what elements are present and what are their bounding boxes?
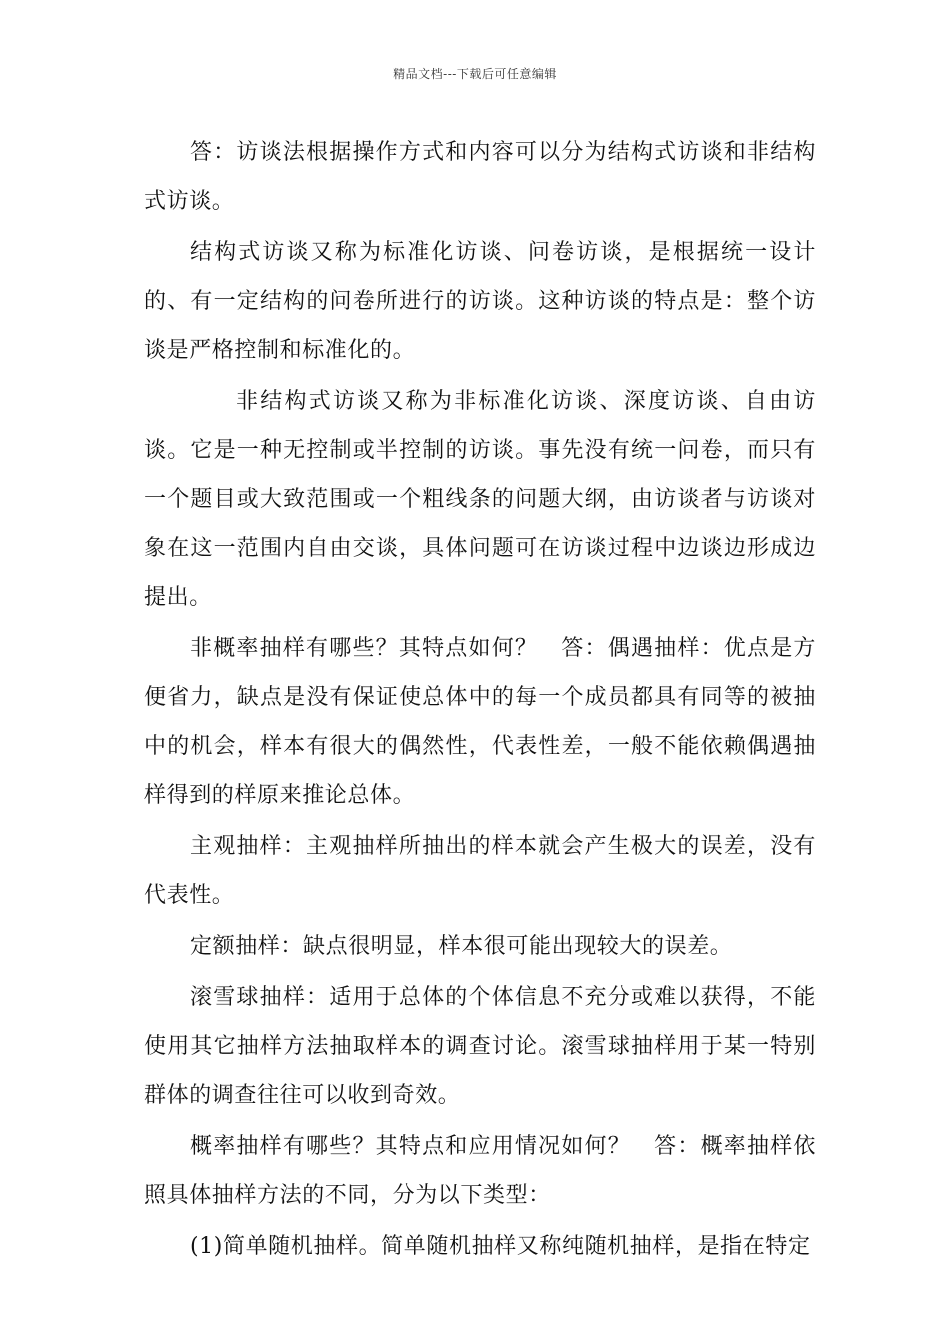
paragraph-unstructured-interview: 非结构式访谈又称为非标准化访谈、深度访谈、自由访谈。它是一种无控制或半控制的访谈。事先没有统一问卷，而只有一个题目或大致范围或一个粗线条的问题大纲，由访谈者与访谈对象在这一范围内自由交谈，具体问题可在访谈过程中边谈边形成边提出。 bbox=[144, 389, 816, 610]
document-body bbox=[144, 128, 816, 1271]
paragraph-non-probability-sampling: 非概率抽样有哪些？其特点如何？ 答：偶遇抽样：优点是方便省力，缺点是没有保证使总体中的每一个成员都具有同等的被抽中的机会，样本有很大的偶然性，代表性差，一般不能依赖偶遇抽样得到的样原来推论总体。 bbox=[144, 636, 816, 808]
paragraph-simple-random-sampling: (1)简单随机抽样。简单随机抽样又称纯随机抽样，是指在特定 bbox=[190, 1234, 811, 1259]
paragraph-snowball-sampling: 滚雪球抽样：适用于总体的个体信息不充分或难以获得，不能使用其它抽样方法抽取样本的调查讨论。滚雪球抽样用于某一特别群体的调查往往可以收到奇效。 bbox=[144, 985, 816, 1108]
paragraph-probability-sampling: 概率抽样有哪些？其特点和应用情况如何？ 答：概率抽样依照具体抽样方法的不同，分为以下类型： bbox=[144, 1134, 816, 1208]
paragraph-interview-types: 答：访谈法根据操作方式和内容可以分为结构式访谈和非结构式访谈。 bbox=[144, 140, 816, 214]
page-header: 精品文档---下载后可任意编辑 bbox=[393, 67, 557, 81]
paragraph-judgmental-sampling: 主观抽样：主观抽样所抽出的样本就会产生极大的误差，没有代表性。 bbox=[144, 834, 816, 908]
paragraph-structured-interview: 结构式访谈又称为标准化访谈、问卷访谈，是根据统一设计的、有一定结构的问卷所进行的访谈。这种访谈的特点是：整个访谈是严格控制和标准化的。 bbox=[144, 240, 816, 363]
paragraph-quota-sampling: 定额抽样：缺点很明显，样本很可能出现较大的误差。 bbox=[190, 934, 733, 959]
